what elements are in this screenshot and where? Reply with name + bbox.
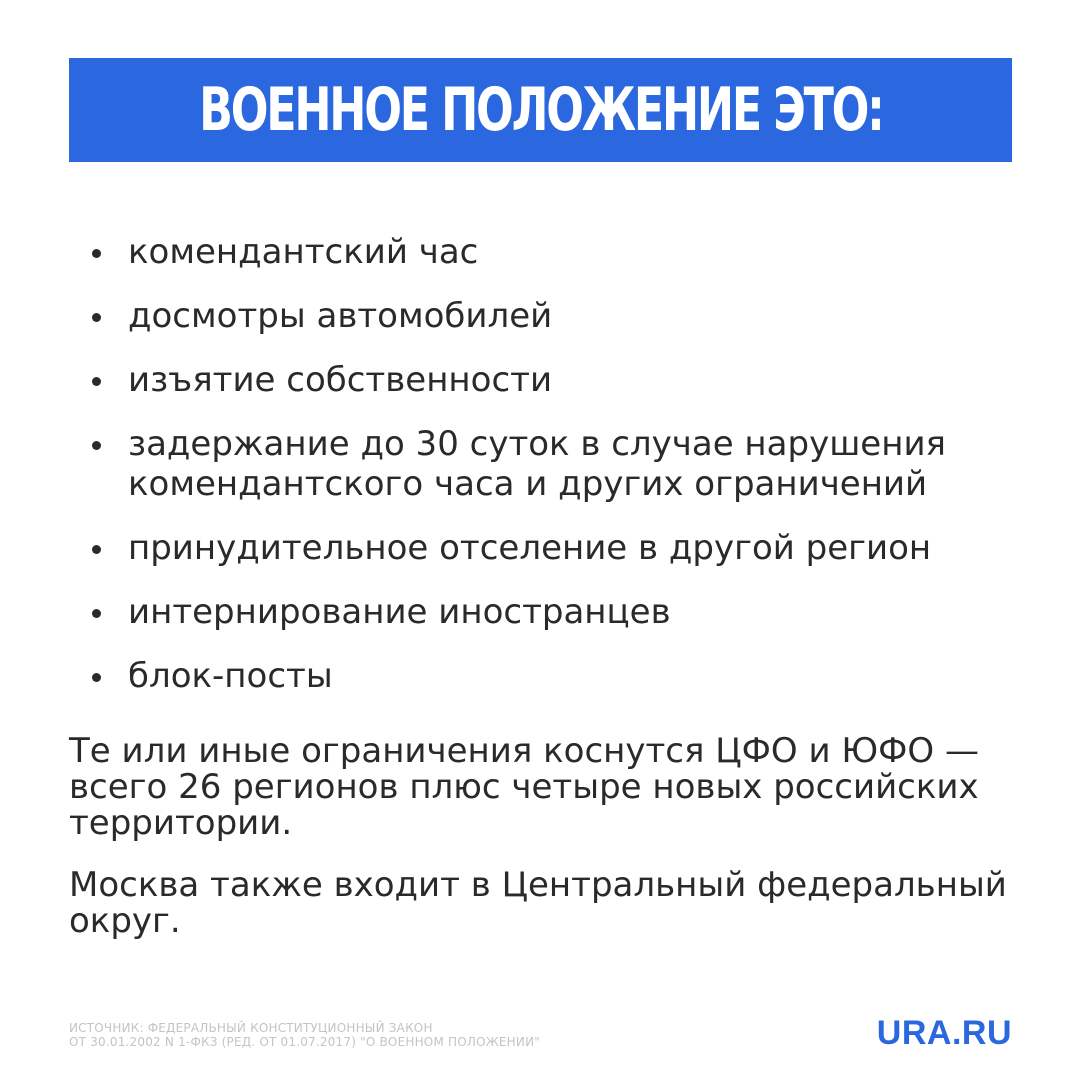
bullet-icon [92, 441, 101, 450]
list-item-text: блок-посты [128, 656, 333, 696]
list-item [90, 528, 1030, 568]
regions-paragraph: Те или иные ограничения коснутся ЦФО и ЮФО — всего 26 регионов плюс четыре новых российских территории. [69, 731, 979, 843]
source-note [69, 1021, 540, 1049]
list-item-text: задержание до 30 суток в случае нарушения комендантского часа и других ограничений [128, 424, 947, 504]
list-item [90, 656, 1030, 696]
bullet-icon [92, 249, 101, 258]
ura-logo: URA.RU [876, 1014, 1012, 1052]
list-item-text: интернирование иностранцев [128, 592, 671, 632]
list-item [90, 296, 1030, 336]
restrictions-list [90, 232, 1030, 720]
list-item [90, 232, 1030, 272]
source-line-1: ИСТОЧНИК: ФЕДЕРАЛЬНЫЙ КОНСТИТУЦИОННЫЙ ЗАКОН [69, 1021, 433, 1035]
page-title: ВОЕННОЕ ПОЛОЖЕНИЕ ЭТО: [198, 75, 883, 145]
list-item [90, 592, 1030, 632]
bullet-icon [92, 673, 101, 682]
bullet-icon [92, 313, 101, 322]
title-banner [69, 58, 1012, 162]
bullet-icon [92, 545, 101, 554]
list-item-text: комендантский час [128, 232, 479, 272]
list-item-text: принудительное отселение в другой регион [128, 528, 932, 568]
moscow-paragraph: Москва также входит в Центральный федеральный округ. [69, 865, 1007, 941]
list-item-text: изъятие собственности [128, 360, 553, 400]
list-item [90, 424, 1030, 504]
list-item [90, 360, 1030, 400]
bullet-icon [92, 377, 101, 386]
list-item-text: досмотры автомобилей [128, 296, 553, 336]
source-line-2: ОТ 30.01.2002 N 1-ФКЗ (РЕД. ОТ 01.07.2017) "О ВОЕННОМ ПОЛОЖЕНИИ" [69, 1035, 540, 1049]
bullet-icon [92, 609, 101, 618]
